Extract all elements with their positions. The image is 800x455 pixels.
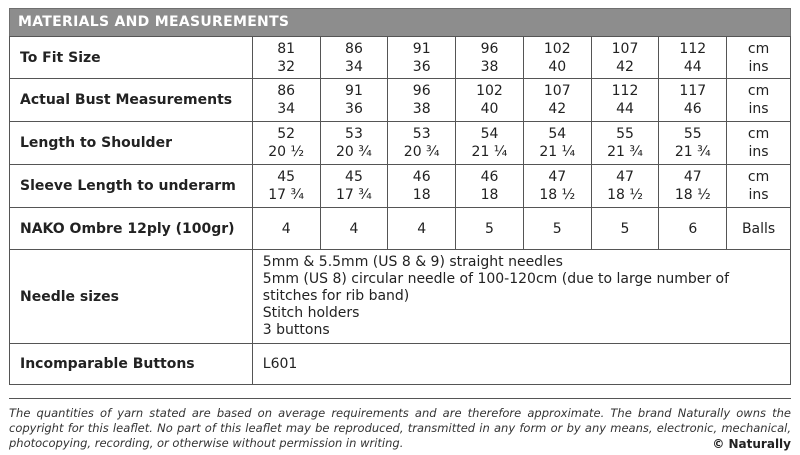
materials-panel: [9, 8, 791, 385]
value-ins: 20 ¾: [403, 144, 440, 160]
section-title: MATERIALS AND MEASUREMENTS: [9, 8, 791, 36]
value-cm: 117: [679, 83, 707, 99]
value-ins: 36: [412, 58, 431, 75]
needles-line: stitches for rib band): [262, 288, 410, 304]
needles-row: [10, 250, 791, 344]
cell-values: [456, 40, 523, 76]
needles-list: [263, 254, 790, 339]
value-ins: 42: [548, 101, 567, 117]
value-ins: 21 ¾: [607, 144, 643, 160]
value-cm: 54: [480, 126, 499, 142]
table-cell: [523, 165, 591, 208]
value-ins: 44: [683, 58, 702, 75]
value-cm: cm: [747, 126, 770, 142]
table-cell: [591, 37, 659, 79]
value-cm: 55: [683, 126, 702, 142]
cell-values: [321, 40, 388, 76]
measurements-table: [9, 36, 791, 385]
footer-note: The quantities of yarn stated are based on average requirements and are therefore approximate. The brand Naturally owns the copyright for this leaflet. No part of this leaflet may be reproduced, transmitted in any form or by any means, electronic, mechanical, photocopying, recording, or otherwise without permission in writing.: [9, 406, 791, 450]
row-label: To Fit Size: [10, 37, 253, 79]
value-ins: 38: [412, 101, 431, 117]
unit-cell: [727, 79, 791, 122]
cell-values: [659, 168, 726, 204]
value-ins: 32: [277, 58, 296, 75]
table-cell: [523, 79, 591, 122]
table-cell: [659, 37, 727, 79]
needles-line: 5mm & 5.5mm (US 8 & 9) straight needles: [262, 254, 563, 270]
needles-line: 3 buttons: [262, 322, 330, 338]
value-cm: 96: [412, 83, 431, 99]
table-cell: [320, 79, 388, 122]
cell-values: [659, 82, 726, 118]
value-ins: 40: [480, 101, 499, 117]
table-cell: [591, 165, 659, 208]
table-cell: [591, 79, 659, 122]
footer-divider: [9, 398, 791, 399]
value-cm: 53: [412, 126, 431, 142]
table-cell: [388, 79, 456, 122]
cell-values: [592, 168, 659, 204]
value-ins: 21 ¼: [471, 144, 508, 160]
table-row: [10, 122, 791, 165]
value-cm: 86: [345, 40, 363, 57]
table-cell: [252, 165, 320, 208]
value-cm: 107: [611, 40, 639, 57]
value-cm: 47: [683, 169, 702, 185]
value-ins: 18: [412, 187, 431, 203]
value-ins: 46: [683, 101, 702, 117]
value-cm: cm: [747, 169, 770, 185]
row-label: Actual Bust Measurements: [10, 79, 253, 122]
value-cm: 96: [480, 40, 499, 57]
value-cm: 52: [277, 126, 296, 142]
buttons-row: [10, 344, 791, 385]
value-ins: 34: [345, 58, 363, 75]
cell-values: [592, 82, 659, 118]
value-ins: 36: [345, 101, 363, 117]
value-ins: 18: [480, 187, 499, 203]
table-cell: 4: [388, 208, 456, 250]
needles-line: Stitch holders: [262, 305, 360, 321]
value-ins: ins: [748, 101, 769, 117]
value-cm: 91: [412, 40, 431, 57]
table-cell: [320, 37, 388, 79]
cell-values: [253, 40, 320, 76]
cell-values: [524, 40, 591, 76]
value-ins: 17 ¾: [268, 187, 305, 203]
table-cell: [659, 165, 727, 208]
table-cell: 5: [591, 208, 659, 250]
row-label: Needle sizes: [10, 250, 253, 344]
value-cm: 55: [616, 126, 634, 142]
value-cm: 112: [679, 40, 707, 57]
value-ins: ins: [748, 144, 769, 160]
table-cell: 4: [320, 208, 388, 250]
table-cell: 5: [456, 208, 524, 250]
value-ins: ins: [748, 187, 769, 203]
cell-values: [659, 40, 726, 76]
table-cell: [252, 122, 320, 165]
row-label: Sleeve Length to underarm: [10, 165, 253, 208]
unit-values: [727, 40, 790, 76]
value-cm: cm: [747, 40, 770, 57]
value-cm: 45: [277, 169, 296, 185]
table-row: [10, 37, 791, 79]
value-cm: 54: [548, 126, 567, 142]
table-cell: [591, 122, 659, 165]
table-cell: [659, 79, 727, 122]
yarn-row: [10, 208, 791, 250]
cell-values: [659, 125, 726, 161]
cell-values: [253, 168, 320, 204]
row-label: Length to Shoulder: [10, 122, 253, 165]
table-cell: [523, 122, 591, 165]
cell-values: [524, 82, 591, 118]
row-label: Incomparable Buttons: [10, 344, 253, 385]
value-ins: 17 ¾: [336, 187, 372, 203]
value-ins: 21 ¼: [539, 144, 576, 160]
table-cell: [523, 37, 591, 79]
row-label: NAKO Ombre 12ply (100gr): [10, 208, 253, 250]
cell-values: [456, 168, 523, 204]
cell-values: [253, 125, 320, 161]
table-cell: 5: [523, 208, 591, 250]
value-cm: 86: [277, 83, 296, 99]
needles-cell: [252, 250, 790, 344]
table-cell: [252, 37, 320, 79]
cell-values: [524, 125, 591, 161]
table-cell: [456, 79, 524, 122]
value-ins: ins: [748, 58, 769, 75]
value-ins: 40: [548, 58, 567, 75]
value-ins: 18 ½: [674, 187, 711, 203]
table-cell: 4: [252, 208, 320, 250]
table-row: [10, 79, 791, 122]
table-cell: [456, 37, 524, 79]
value-cm: 91: [345, 83, 363, 99]
value-ins: 20 ½: [268, 144, 305, 160]
cell-values: [388, 125, 455, 161]
value-ins: 21 ¾: [674, 144, 711, 160]
value-ins: 34: [277, 101, 296, 117]
unit-values: [727, 82, 790, 118]
unit-values: [727, 168, 790, 204]
value-ins: 44: [616, 101, 634, 117]
value-cm: 102: [476, 83, 503, 99]
cell-values: [592, 125, 659, 161]
cell-values: [456, 82, 523, 118]
unit-cell: [727, 122, 791, 165]
table-cell: [388, 37, 456, 79]
cell-values: [321, 168, 388, 204]
cell-values: [592, 40, 659, 76]
cell-values: [388, 82, 455, 118]
cell-values: [253, 82, 320, 118]
value-cm: 81: [277, 40, 296, 57]
unit-cell: [727, 165, 791, 208]
value-cm: 53: [345, 126, 363, 142]
value-ins: 18 ½: [539, 187, 576, 203]
value-ins: 38: [480, 58, 499, 75]
value-cm: cm: [747, 83, 770, 99]
value-ins: 18 ½: [607, 187, 643, 203]
table-cell: [252, 79, 320, 122]
table-cell: 6: [659, 208, 727, 250]
value-cm: 46: [480, 169, 499, 185]
value-cm: 46: [412, 169, 431, 185]
cell-values: [524, 168, 591, 204]
value-cm: 112: [611, 83, 639, 99]
cell-values: [321, 125, 388, 161]
table-row: [10, 165, 791, 208]
value-cm: 47: [548, 169, 567, 185]
value-ins: 20 ¾: [336, 144, 372, 160]
table-cell: [320, 122, 388, 165]
table-cell: [320, 165, 388, 208]
unit-cell: Balls: [727, 208, 791, 250]
unit-cell: [727, 37, 791, 79]
table-cell: [456, 165, 524, 208]
value-cm: 47: [616, 169, 634, 185]
unit-values: [727, 125, 790, 161]
cell-values: [321, 82, 388, 118]
cell-values: [388, 40, 455, 76]
needles-line: 5mm (US 8) circular needle of 100-120cm (due to large number of: [262, 271, 730, 287]
value-cm: 45: [345, 169, 363, 185]
table-cell: [659, 122, 727, 165]
table-cell: [388, 165, 456, 208]
buttons-value: L601: [252, 344, 790, 385]
table-cell: [388, 122, 456, 165]
cell-values: [456, 125, 523, 161]
value-cm: 107: [543, 83, 571, 99]
value-ins: 42: [616, 58, 634, 75]
cell-values: [388, 168, 455, 204]
table-cell: [456, 122, 524, 165]
value-cm: 102: [543, 40, 571, 57]
copyright-label: © Naturally: [712, 437, 791, 451]
